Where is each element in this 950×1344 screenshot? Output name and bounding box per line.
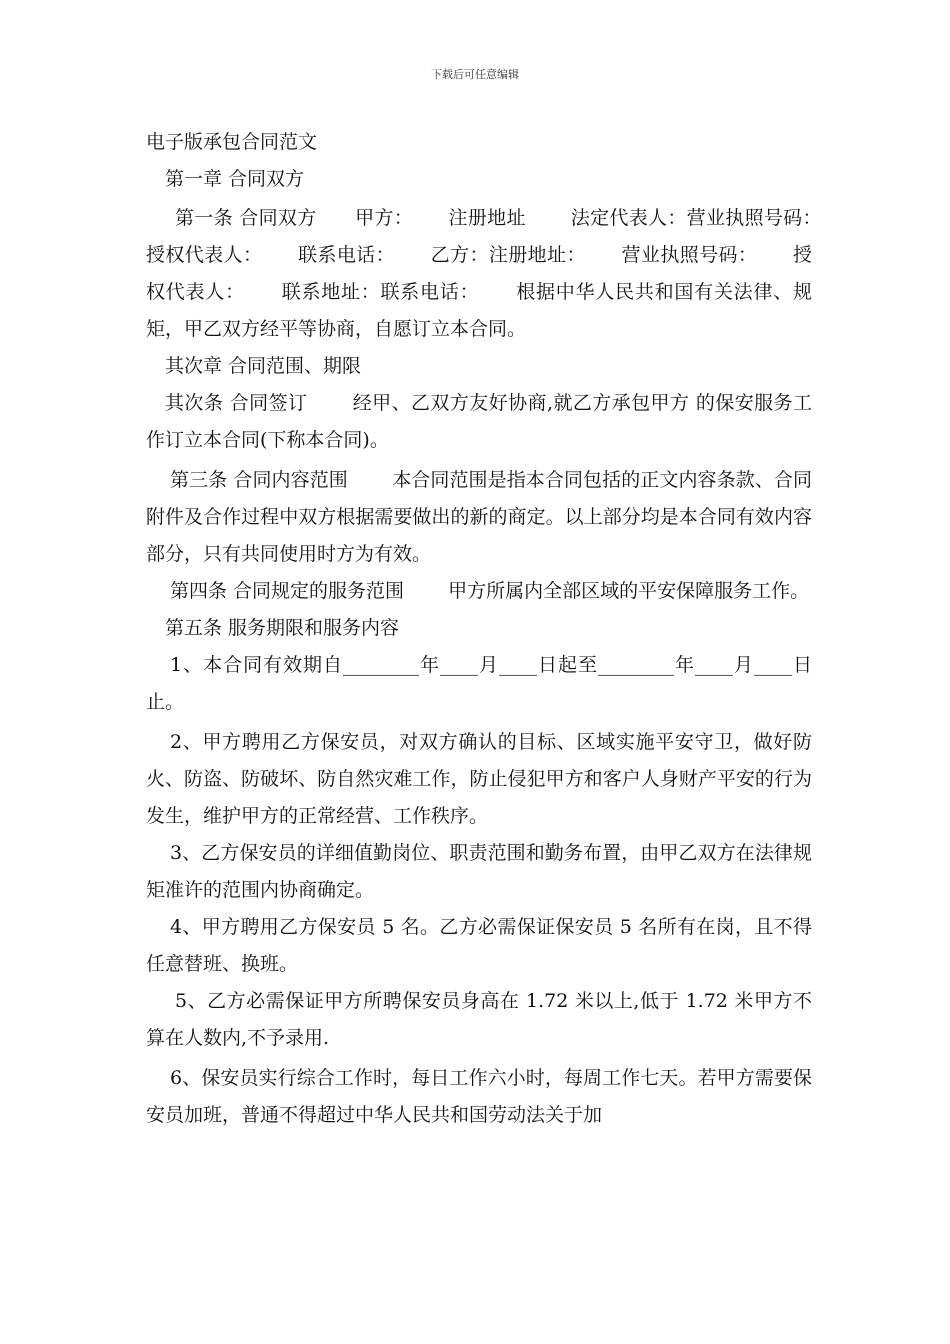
chapter-2-heading: 其次章 合同范围、期限 (165, 355, 362, 377)
item-3: 3、乙方保安员的详细值勤岗位、职责范围和勤务布置，由甲乙双方在法律规矩准许的范围内协商确定。 (146, 842, 812, 901)
item-4: 4、甲方聘用乙方保安员 5 名。乙方必需保证保安员 5 名所有在岗，且不得任意替班、换班。 (146, 916, 812, 975)
item-6: 6、保安员实行综合工作时，每日工作六小时，每周工作七天。若甲方需要保安员加班，普通不得超过中华人民共和国劳动法关于加 (146, 1067, 812, 1126)
item-2: 2、甲方聘用乙方保安员，对双方确认的目标、区域实施平安守卫，做好防火、防盗、防破坏、防自然灾难工作，防止侵犯甲方和客户人身财产平安的行为发生，维护甲方的正常经营、工作秩序。 (146, 731, 812, 827)
page-header: 下载后可任意编辑 (431, 68, 519, 81)
chapter-1-heading: 第一章 合同双方 (165, 168, 305, 190)
article-4: 第四条 合同规定的服务范围 甲方所属内全部区域的平安保障服务工作。 (170, 580, 810, 602)
article-3: 第三条 合同内容范围 本合同范围是指本合同包括的正文内容条款、合同附件及合作过程中双方根据需要做出的新的商定。以上部分均是本合同有效内容部分，只有共同使用时方为有效。 (146, 469, 812, 565)
article-2: 其次条 合同签订 经甲、乙双方友好协商,就乙方承包甲方 的保安服务工作订立本合同(下称本合同)。 (146, 392, 812, 451)
item-5: 5、乙方必需保证甲方所聘保安员身高在 1.72 米以上,低于 1.72 米甲方不算在人数内,不予录用. (146, 990, 812, 1049)
document-title: 电子版承包合同范文 (146, 131, 318, 153)
article-5-heading: 第五条 服务期限和服务内容 (165, 617, 400, 639)
document-body (146, 124, 857, 1134)
article-1: 第一条 合同双方 甲方： 注册地址 法定代表人：营业执照号码： 授权代表人： 联系电话： 乙方：注册地址： 营业执照号码： 授权代表人： 联系地址：联系电话： 根据中华人民共和国有关法律、规矩，甲乙双方经平等协商，自愿订立本合同。 (146, 207, 857, 340)
item-1: 1、本合同有效期自________年____月____日起至________年____月____日止。 (146, 654, 812, 713)
